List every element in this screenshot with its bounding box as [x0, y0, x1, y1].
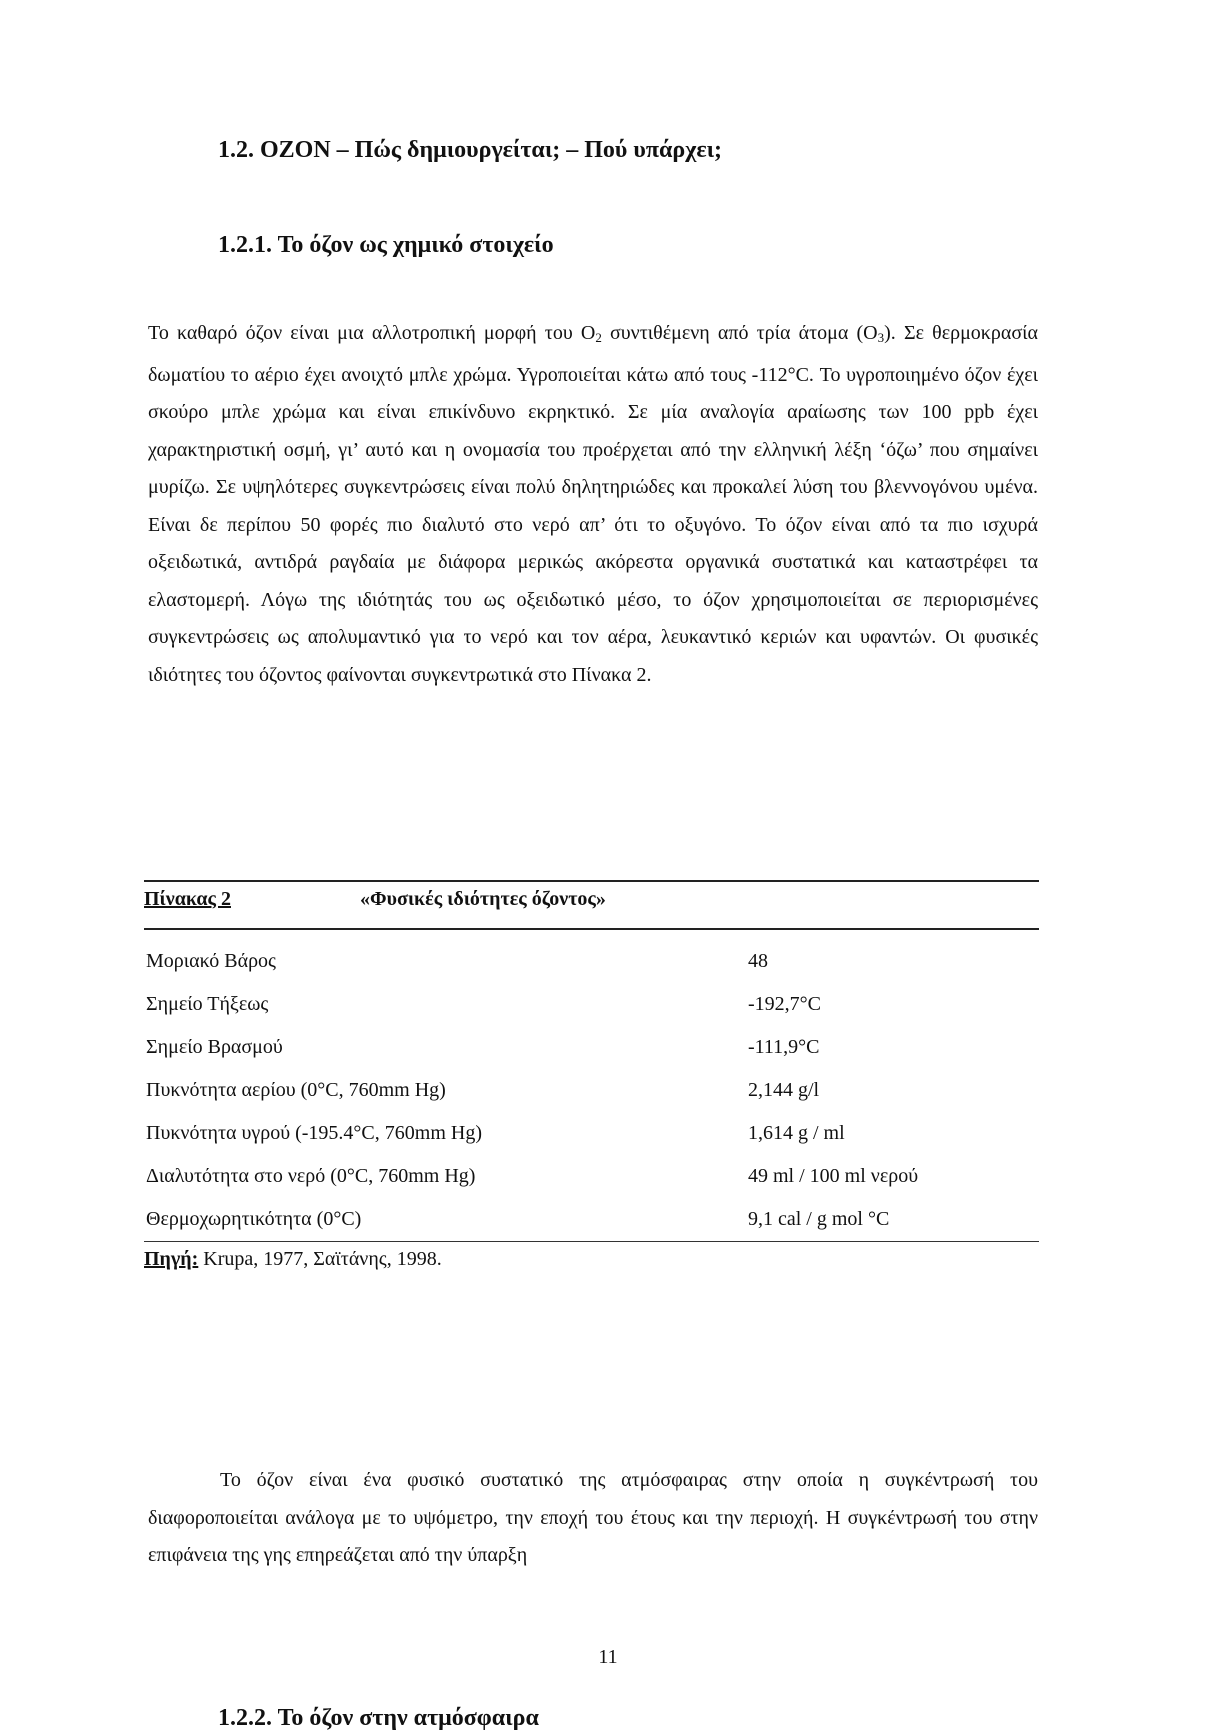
property-value: 48	[748, 950, 768, 972]
table-row	[144, 1198, 1039, 1241]
table-row	[144, 1026, 1039, 1069]
table-row	[144, 1112, 1039, 1155]
properties-table-body	[144, 930, 1039, 1241]
subsection-heading-1: 1.2.1. Το όζον ως χημικό στοιχείο	[218, 232, 554, 258]
property-value: -111,9°C	[748, 1036, 820, 1058]
paragraph-ozone-atmosphere: Το όζον είναι ένα φυσικό συστατικό της ατμόσφαιρας στην οποία η συγκέντρωσή του διαφοροποιείται ανάλογα με το υψόμετρο, την εποχή του έτους και την περιοχή. Η συγκέντρωσή του στην επιφάνεια της γης επηρεάζεται από την ύπαρξη	[148, 1469, 1038, 1566]
table-header	[144, 882, 1039, 928]
property-value: -192,7°C	[748, 993, 821, 1015]
property-value: 2,144 g/l	[748, 1079, 820, 1101]
table-title: «Φυσικές ιδιότητες όζοντος»	[360, 888, 606, 910]
property-value: 49 ml / 100 ml νερού	[748, 1165, 919, 1187]
table-row	[144, 930, 1039, 983]
subsection-heading-2: 1.2.2. Το όζον στην ατμόσφαιρα	[218, 1705, 539, 1731]
table-row	[144, 983, 1039, 1026]
property-name: Σημείο Τήξεως	[146, 993, 269, 1015]
properties-table	[144, 880, 1039, 1271]
property-name: Σημείο Βρασμού	[146, 1036, 283, 1058]
table-row	[144, 1155, 1039, 1198]
property-name: Πυκνότητα υγρού (-195.4°C, 760mm Hg)	[146, 1122, 482, 1144]
property-value: 9,1 cal / g mol °C	[748, 1208, 890, 1230]
table-row	[144, 1069, 1039, 1112]
section-heading: 1.2. ΟΖΟΝ – Πώς δημιουργείται; – Πού υπάρχει;	[218, 137, 722, 163]
table-label: Πίνακας 2	[144, 888, 231, 910]
property-name: Μοριακό Βάρος	[146, 950, 276, 972]
paragraph-ozone-chemical: Το καθαρό όζον είναι μια αλλοτροπική μορφή του $O_2$ συντιθέμενη από τρία άτομα $(O_3)$. Σε θερμοκρασία δωματίου το αέριο έχει ανοιχτό μπλε χρώμα. Υγροποιείται κάτω από τους -112°C. Το υγροποιημένο όζον έχει σκούρο μπλε χρώμα και είναι επικίνδυνο εκρηκτικό. Σε μία αναλογία αραίωσης των 100 ppb έχει χαρακτηριστική οσμή, γι’ αυτό και η ονομασία του προέρχεται από την ελληνική λέξη ‘όζω’ που σημαίνει μυρίζω. Σε υψηλότερες συγκεντρώσεις είναι πολύ δηλητηριώδες και προκαλεί λύση του βλεννογόνου υμένα. Είναι δε περίπου 50 φορές πιο διαλυτό στο νερό απ’ ότι το οξυγόνο. Το όζον είναι από τα πιο ισχυρά οξειδωτικά, αντιδρά ραγδαία με διάφορα μερικώς ακόρεστα οργανικά συστατικά και καταστρέφει τα ελαστομερή. Λόγω της ιδιότητάς του ως οξειδωτικό μέσο, το όζον χρησιμοποιείται σε περιορισμένες συγκεντρώσεις ως απολυμαντικό για το νερό και τον αέρα, λευκαντικό κεριών και υφαντών. Οι φυσικές ιδιότητες του όζοντος φαίνονται συγκεντρωτικά στο Πίνακα 2.	[148, 322, 1038, 686]
page-number: 11	[598, 1646, 618, 1668]
property-name: Πυκνότητα αερίου (0°C, 760mm Hg)	[146, 1079, 446, 1101]
property-name: Διαλυτότητα στο νερό (0°C, 760mm Hg)	[146, 1165, 476, 1187]
property-name: Θερμοχωρητικότητα (0°C)	[146, 1208, 362, 1230]
property-value: 1,614 g / ml	[748, 1122, 845, 1144]
table-source: Πηγή: Krupa, 1977, Σαϊτάνης, 1998.	[144, 1248, 442, 1270]
